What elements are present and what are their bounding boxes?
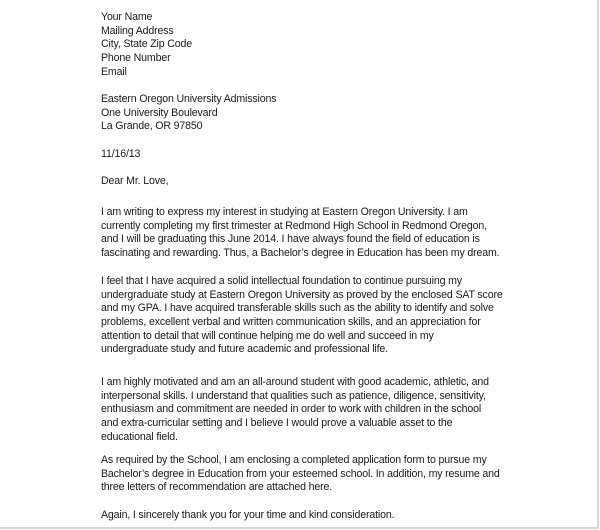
paragraph-line: undergraduate study at Eastern Oregon University as proved by the enclosed SAT score bbox=[101, 288, 503, 301]
paragraph-line: enthusiasm and commitment are needed in order to work with children in the school bbox=[101, 403, 482, 416]
paragraph-line: problems, excellent verbal and written communication skills, and an appreciation for bbox=[101, 316, 481, 329]
sender-city-state-zip: City, State Zip Code bbox=[101, 38, 193, 51]
recipient-line: One University Boulevard bbox=[101, 106, 218, 119]
paragraph-2 bbox=[101, 275, 503, 357]
recipient-line: La Grande, OR 97850 bbox=[101, 120, 203, 133]
salutation bbox=[101, 175, 168, 189]
paragraph-line: undergraduate study and future academic and professional life. bbox=[101, 343, 388, 356]
paragraph-line: I am highly motivated and am an all-around student with good academic, athletic, and bbox=[101, 376, 489, 388]
letter-date bbox=[101, 148, 140, 162]
paragraph-line: fascinating and rewarding. Thus, a Bachelor’s degree in Education has been my dream. bbox=[101, 247, 500, 260]
salutation-text: Dear Mr. Love, bbox=[101, 175, 169, 187]
paragraph-line: Bachelor’s degree in Education from your esteemed school. In addition, my resume and bbox=[101, 467, 500, 480]
sender-mailing-address: Mailing Address bbox=[101, 24, 174, 37]
paragraph-1 bbox=[101, 206, 499, 261]
paragraph-line: three letters of recommendation are attached here. bbox=[101, 481, 332, 494]
paragraph-3 bbox=[101, 376, 489, 444]
recipient-address bbox=[101, 93, 276, 134]
paragraph-line: attention to detail that will continue helping me do well and succeed in my bbox=[101, 329, 434, 342]
sender-email: Email bbox=[101, 65, 127, 78]
recipient-line: Eastern Oregon University Admissions bbox=[101, 93, 277, 105]
paragraph-line: and I will be graduating this June 2014. I have always found the field of education is bbox=[101, 233, 480, 246]
sender-name: Your Name bbox=[101, 11, 153, 23]
paragraph-line: As required by the School, I am enclosing a completed application form to pursue my bbox=[101, 454, 487, 466]
paragraph-line: currently completing my first trimester at Redmond High School in Redmond Oregon, bbox=[101, 219, 487, 232]
closing-paragraph bbox=[101, 509, 394, 523]
sender-address bbox=[101, 11, 192, 79]
paragraph-line: I am writing to express my interest in studying at Eastern Oregon University. I am bbox=[101, 206, 468, 218]
paragraph-line: educational field. bbox=[101, 430, 178, 443]
date-text: 11/16/13 bbox=[101, 148, 141, 160]
paragraph-line: interpersonal skills. I understand that qualities such as patience, diligence, sensitivity, bbox=[101, 389, 486, 402]
paragraph-line: I feel that I have acquired a solid intellectual foundation to continue pursuing my bbox=[101, 275, 462, 287]
paragraph-line: Again, I sincerely thank you for your time and kind consideration. bbox=[101, 509, 395, 521]
sender-phone: Phone Number bbox=[101, 52, 171, 65]
paragraph-line: and extra-curricular setting and I believe I would prove a valuable asset to the bbox=[101, 417, 453, 430]
paragraph-4 bbox=[101, 454, 500, 495]
paragraph-line: and my GPA. I have acquired transferable skills such as the ability to identify and solve bbox=[101, 302, 494, 315]
